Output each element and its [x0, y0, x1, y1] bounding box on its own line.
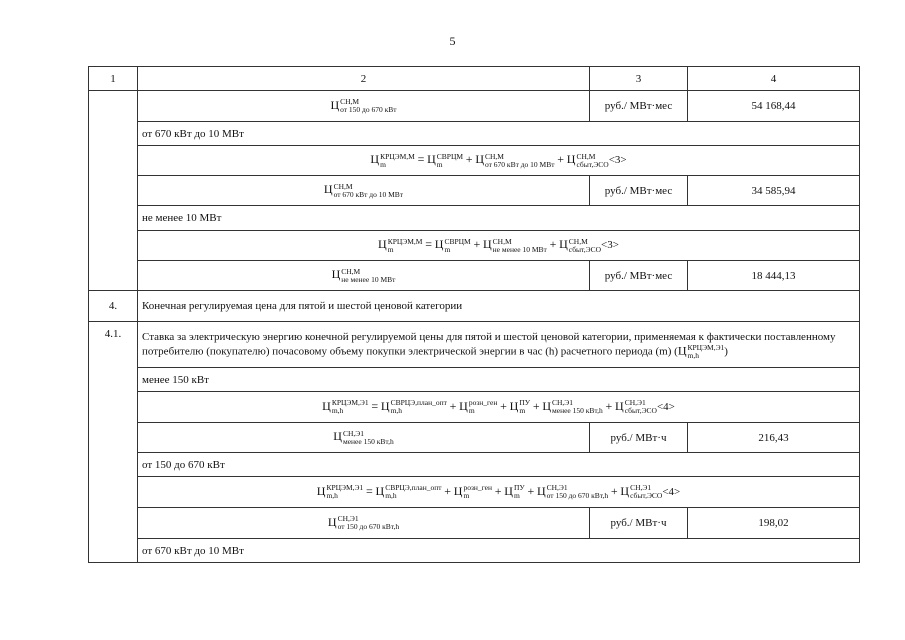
value-cell: 216,43: [688, 423, 860, 453]
symbol-cell: Ц СН,Э1 менее 150 кВт,h: [138, 423, 590, 453]
header-col-4: 4: [688, 67, 860, 91]
formula-cell: Ц КРЦЭМ,Э1 m,h = Ц СВРЦЭ,план_опт m,h + Ц розн_ген m + Ц ПУ m + Ц СН,Э1 менее 150 кВт,h + Ц СН,Э1 сбыт,ЭСО <4>: [138, 392, 860, 423]
unit-cell: руб./ МВт·ч: [590, 508, 688, 539]
table-row: [89, 291, 860, 322]
unit-cell: руб./ МВт·ч: [590, 423, 688, 453]
table-row: [89, 539, 860, 563]
range-label: менее 150 кВт: [138, 368, 860, 392]
table-row: [89, 392, 860, 423]
value-cell: 54 168,44: [688, 91, 860, 122]
table-row: [89, 423, 860, 453]
symbol-cell: Ц СН,М от 670 кВт до 10 МВт: [138, 176, 590, 206]
section-title: Конечная регулируемая цена для пятой и шестой ценовой категории: [138, 291, 860, 322]
header-col-2: 2: [138, 67, 590, 91]
row-number-cell: [89, 91, 138, 291]
symbol-cell: Ц СН,М не менее 10 МВт: [138, 261, 590, 291]
formula-cell: Ц КРЦЭМ,М m = Ц СВРЦМ m + Ц СН,М от 670 кВт до 10 МВт + Ц СН,М сбыт,ЭСО <3>: [138, 146, 860, 176]
table-row: [89, 176, 860, 206]
row-number: 4.: [89, 291, 138, 322]
page-number: 5: [449, 34, 456, 48]
range-label: от 150 до 670 кВт: [138, 453, 860, 477]
formula-cell: Ц КРЦЭМ,Э1 m,h = Ц СВРЦЭ,план_опт m,h + Ц розн_ген m + Ц ПУ m + Ц СН,Э1 от 150 до 670 кВт,h + Ц СН,Э1 сбыт,ЭСО <4>: [138, 477, 860, 508]
table-row: [89, 231, 860, 261]
table-row: [89, 91, 860, 122]
value-cell: 198,02: [688, 508, 860, 539]
range-label: от 670 кВт до 10 МВт: [138, 539, 860, 563]
range-label: не менее 10 МВт: [138, 206, 860, 231]
unit-cell: руб./ МВт·мес: [590, 91, 688, 122]
table-row: [89, 453, 860, 477]
table-row: [89, 206, 860, 231]
table-row: [89, 508, 860, 539]
table-row: [89, 261, 860, 291]
tariff-table: [88, 66, 860, 563]
value-cell: 18 444,13: [688, 261, 860, 291]
unit-cell: руб./ МВт·мес: [590, 176, 688, 206]
section-description: Ставка за электрическую энергию конечной регулируемой цены для пятой и шестой ценовой категории, применяемая к фактически поставленному потребителю (покупателю) почасовому объему покупки электрической энергии в час (h) расчетного периода (m) (Ц КРЦЭМ,Э1 m,h ): [138, 322, 860, 368]
header-col-1: 1: [89, 67, 138, 91]
value-cell: 34 585,94: [688, 176, 860, 206]
table-row: [89, 322, 860, 368]
unit-cell: руб./ МВт·мес: [590, 261, 688, 291]
table-row: [89, 368, 860, 392]
header-col-3: 3: [590, 67, 688, 91]
symbol-cell: Ц СН,Э1 от 150 до 670 кВт,h: [138, 508, 590, 539]
formula-cell: Ц КРЦЭМ,М m = Ц СВРЦМ m + Ц СН,М не менее 10 МВт + Ц СН,М сбыт,ЭСО <3>: [138, 231, 860, 261]
row-number: 4.1.: [89, 322, 138, 563]
table-row: [89, 146, 860, 176]
table-row: [89, 122, 860, 146]
range-label: от 670 кВт до 10 МВт: [138, 122, 860, 146]
header-row: [89, 67, 860, 91]
table-row: [89, 477, 860, 508]
symbol-cell: Ц СН,М от 150 до 670 кВт: [138, 91, 590, 122]
